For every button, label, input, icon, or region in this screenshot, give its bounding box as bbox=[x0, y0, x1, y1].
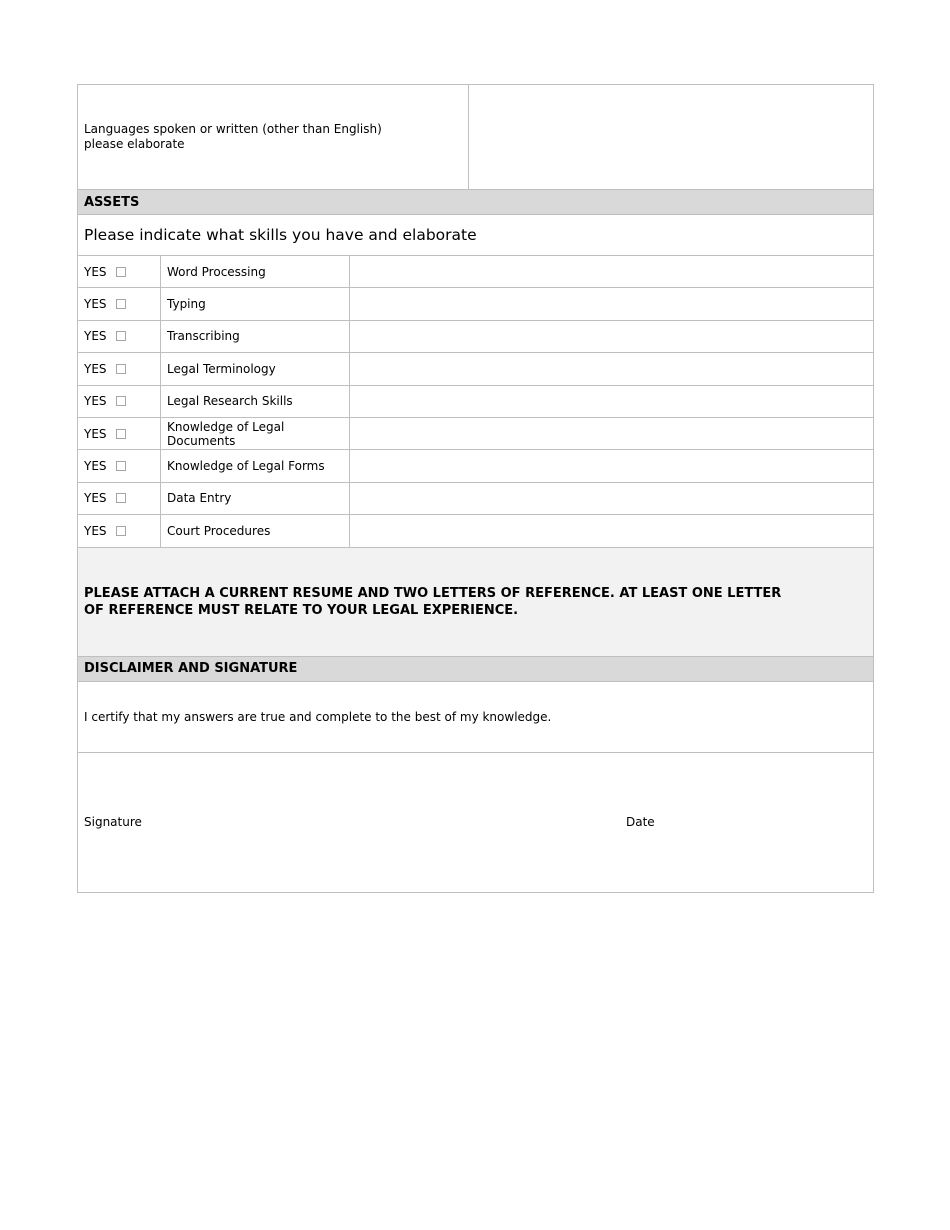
skills-table bbox=[78, 255, 873, 547]
skill-yes-cell bbox=[78, 515, 161, 546]
yes-label: YES bbox=[84, 459, 107, 474]
skill-details-field[interactable] bbox=[350, 386, 873, 417]
skill-row bbox=[78, 352, 873, 384]
skill-row bbox=[78, 320, 873, 352]
skill-details-field[interactable] bbox=[350, 450, 873, 481]
skill-yes-cell bbox=[78, 386, 161, 417]
skill-yes-cell bbox=[78, 483, 161, 514]
skill-details-field[interactable] bbox=[350, 418, 873, 449]
skill-yes-cell bbox=[78, 450, 161, 481]
skill-yes-cell bbox=[78, 288, 161, 319]
skill-checkbox[interactable] bbox=[116, 331, 126, 341]
yes-label: YES bbox=[84, 264, 107, 279]
skill-name: Knowledge of Legal Documents bbox=[161, 418, 350, 449]
signature-row[interactable] bbox=[78, 752, 873, 892]
skill-name: Data Entry bbox=[161, 483, 350, 514]
yes-label: YES bbox=[84, 426, 107, 441]
languages-row bbox=[78, 84, 873, 189]
application-form bbox=[77, 84, 874, 893]
skill-name: Legal Terminology bbox=[161, 353, 350, 384]
skill-yes-cell bbox=[78, 353, 161, 384]
skill-name: Word Processing bbox=[161, 256, 350, 287]
skill-details-field[interactable] bbox=[350, 353, 873, 384]
yes-label: YES bbox=[84, 491, 107, 506]
skill-yes-cell bbox=[78, 418, 161, 449]
skill-row bbox=[78, 287, 873, 319]
languages-label-line1: Languages spoken or written (other than English) bbox=[84, 122, 382, 136]
date-label: Date bbox=[626, 814, 655, 829]
skill-name: Court Procedures bbox=[161, 515, 350, 546]
skill-name: Knowledge of Legal Forms bbox=[161, 450, 350, 481]
skill-checkbox[interactable] bbox=[116, 429, 126, 439]
skill-name: Transcribing bbox=[161, 321, 350, 352]
yes-label: YES bbox=[84, 523, 107, 538]
skill-row bbox=[78, 482, 873, 514]
yes-label: YES bbox=[84, 329, 107, 344]
skill-name: Typing bbox=[161, 288, 350, 319]
skill-checkbox[interactable] bbox=[116, 364, 126, 374]
yes-label: YES bbox=[84, 394, 107, 409]
skill-checkbox[interactable] bbox=[116, 299, 126, 309]
skill-details-field[interactable] bbox=[350, 515, 873, 546]
skill-row bbox=[78, 385, 873, 417]
languages-answer-field[interactable] bbox=[469, 85, 873, 189]
skill-row bbox=[78, 417, 873, 449]
skill-row bbox=[78, 449, 873, 481]
skill-yes-cell bbox=[78, 321, 161, 352]
skill-details-field[interactable] bbox=[350, 256, 873, 287]
disclaimer-header: DISCLAIMER AND SIGNATURE bbox=[78, 656, 873, 681]
assets-header: ASSETS bbox=[78, 189, 873, 214]
yes-label: YES bbox=[84, 297, 107, 312]
skill-details-field[interactable] bbox=[350, 321, 873, 352]
skill-details-field[interactable] bbox=[350, 288, 873, 319]
skill-checkbox[interactable] bbox=[116, 493, 126, 503]
skill-name: Legal Research Skills bbox=[161, 386, 350, 417]
signature-label: Signature bbox=[84, 814, 142, 829]
skill-checkbox[interactable] bbox=[116, 461, 126, 471]
assets-intro: Please indicate what skills you have and elaborate bbox=[78, 214, 873, 255]
languages-label bbox=[78, 85, 469, 189]
skill-checkbox[interactable] bbox=[116, 396, 126, 406]
skill-checkbox[interactable] bbox=[116, 267, 126, 277]
yes-label: YES bbox=[84, 361, 107, 376]
certification-text: I certify that my answers are true and complete to the best of my knowledge. bbox=[78, 681, 873, 752]
attachment-notice: PLEASE ATTACH A CURRENT RESUME AND TWO LETTERS OF REFERENCE. AT LEAST ONE LETTER OF REFERENCE MUST RELATE TO YOUR LEGAL EXPERIENCE. bbox=[78, 547, 873, 656]
skill-details-field[interactable] bbox=[350, 483, 873, 514]
languages-label-line2: please elaborate bbox=[84, 137, 185, 151]
skill-checkbox[interactable] bbox=[116, 526, 126, 536]
skill-row bbox=[78, 514, 873, 546]
skill-yes-cell bbox=[78, 256, 161, 287]
skill-row bbox=[78, 255, 873, 287]
